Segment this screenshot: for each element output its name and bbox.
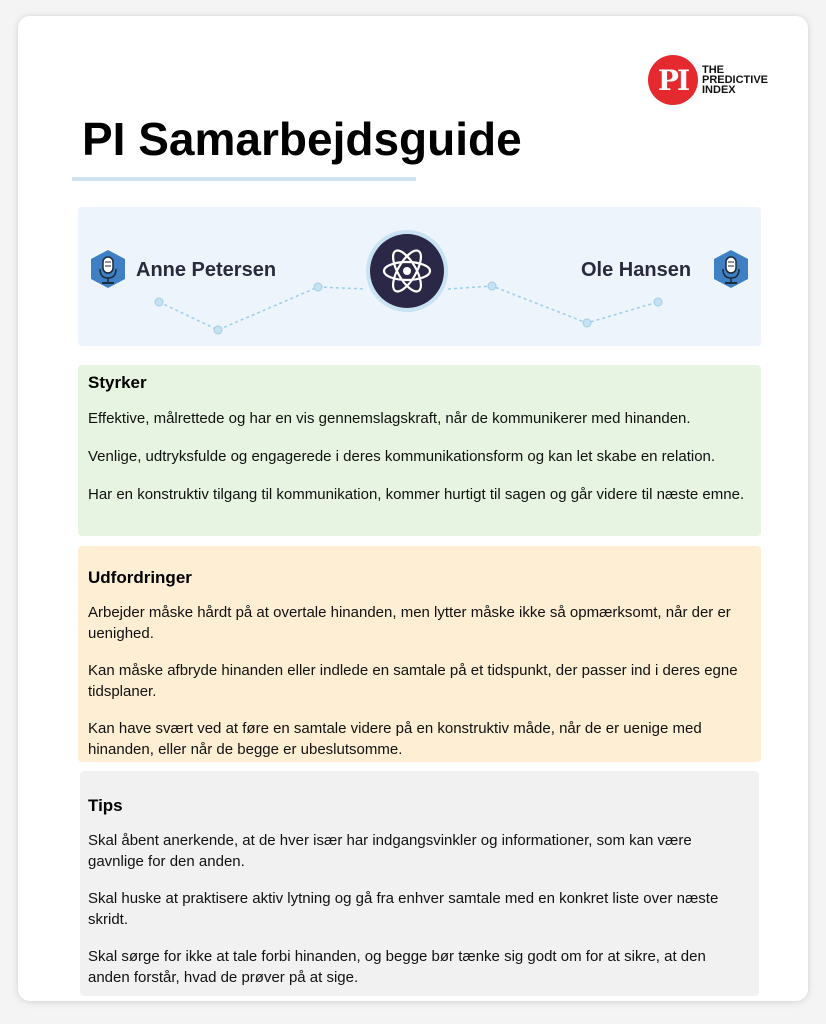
logo-wordmark xyxy=(702,65,768,95)
challenges-item: Kan måske afbryde hinanden eller indlede en samtale på et tidspunkt, der passer ind i deres egne tidsplaner. xyxy=(88,662,738,700)
challenges-heading: Udfordringer xyxy=(88,568,192,587)
strengths-section xyxy=(78,365,761,536)
title-underline xyxy=(72,177,416,181)
strengths-item: Har en konstruktiv tilgang til kommunikation, kommer hurtigt til sagen og går videre til næste emne. xyxy=(88,486,745,503)
tips-item: Skal åbent anerkende, at de hver især har indgangsvinkler og informationer, som kan være gavnlige for den anden. xyxy=(88,832,692,870)
person-right-name: Ole Hansen xyxy=(581,259,692,281)
predictive-index-logo xyxy=(648,54,768,106)
strengths-item: Effektive, målrettede og har en vis gennemslagskraft, når de kommunikerer med hinanden. xyxy=(88,410,691,427)
tips-heading: Tips xyxy=(88,796,123,815)
challenges-section xyxy=(78,546,761,762)
challenges-item: Arbejder måske hårdt på at overtale hinanden, men lytter måske ikke så opmærksomt, når der er uenighed. xyxy=(88,604,731,642)
logo-line-1: THE xyxy=(702,64,724,76)
strengths-item: Venlige, udtryksfulde og engagerede i deres kommunikationsform og kan let skabe en relation. xyxy=(88,448,716,465)
microphone-hexagon-icon xyxy=(89,249,127,289)
tips-item: Skal sørge for ikke at tale forbi hinanden, og begge bør tænke sig godt om for at sikre, at den anden forstår, hvad de prøver på at sige. xyxy=(88,948,706,986)
tips-item: Skal huske at praktisere aktiv lytning og gå fra enhver samtale med en konkret liste over næste skridt. xyxy=(88,890,719,928)
logo-line-3: INDEX xyxy=(702,84,736,96)
person-left-name: Anne Petersen xyxy=(136,259,277,281)
atom-icon xyxy=(379,243,435,299)
page-title: PI Samarbejdsguide xyxy=(82,113,522,165)
strengths-heading: Styrker xyxy=(88,373,147,392)
tips-section xyxy=(80,771,759,996)
microphone-hexagon-icon xyxy=(712,249,750,289)
pi-logo-mark: PI xyxy=(648,55,698,105)
people-banner xyxy=(78,207,761,346)
center-badge xyxy=(366,230,448,312)
challenges-item: Kan have svært ved at føre en samtale videre på en konstruktiv måde, når de er uenige med hinanden, eller når de begge er ubeslutsomme. xyxy=(88,720,702,758)
logo-line-2: PREDICTIVE xyxy=(702,74,769,86)
